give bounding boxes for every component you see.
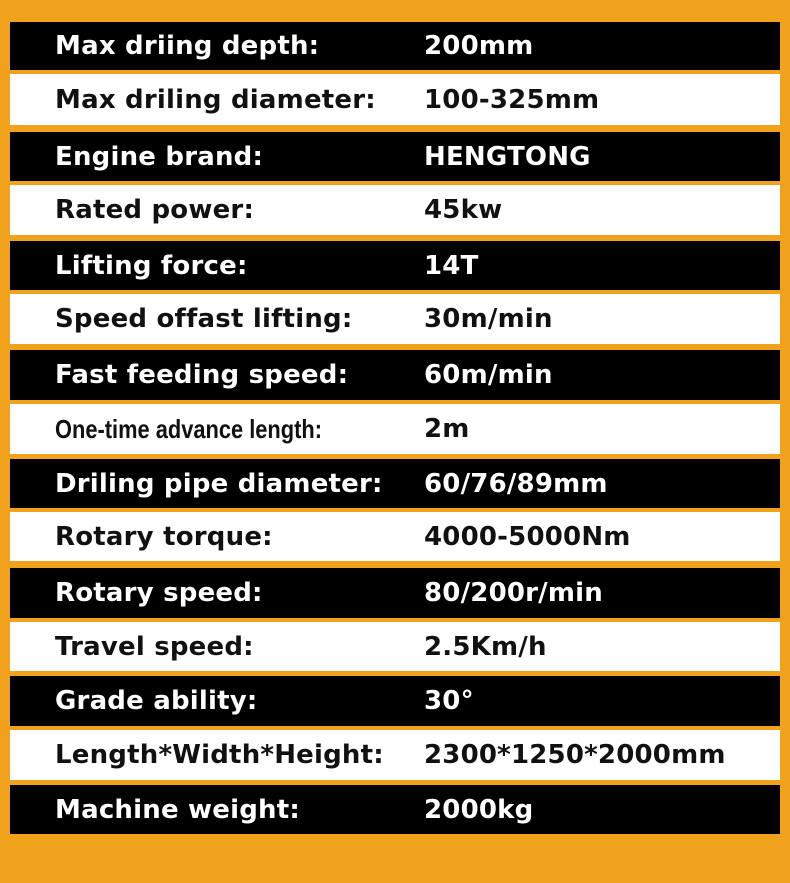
spec-row-speed-of-fast-lifting: [10, 294, 780, 344]
spec-row-one-time-advance-length: [10, 404, 780, 454]
spec-label: Lifting force:: [55, 250, 248, 281]
spec-label: Driling pipe diameter:: [55, 468, 383, 499]
spec-label: Machine weight:: [55, 794, 300, 825]
spec-value: 2m: [424, 414, 470, 444]
spec-value: 100-325mm: [424, 84, 600, 115]
spec-label: One-time advance length:: [55, 413, 322, 444]
spec-value: 2.5Km/h: [424, 631, 547, 662]
spec-value: 80/200r/min: [424, 578, 603, 608]
spec-row-fast-feeding-speed: [10, 350, 780, 400]
spec-value: 30m/min: [424, 304, 553, 334]
spec-row-travel-speed: [10, 622, 780, 671]
spec-label: Rotary torque:: [55, 521, 273, 552]
spec-value: HENGTONG: [424, 141, 591, 172]
spec-value: 60/76/89mm: [424, 468, 608, 499]
spec-value: 200mm: [424, 31, 534, 61]
spec-value: 60m/min: [424, 360, 553, 390]
spec-row-max-drilling-diameter: [10, 74, 780, 125]
spec-row-rotary-speed: [10, 568, 780, 618]
spec-row-rotary-torque: [10, 512, 780, 561]
spec-label: Fast feeding speed:: [55, 360, 349, 390]
spec-label: Max driing depth:: [55, 31, 320, 61]
spec-label: Travel speed:: [55, 631, 254, 662]
spec-row-lifting-force: [10, 241, 780, 290]
spec-row-dimensions: [10, 730, 780, 780]
spec-label: Rotary speed:: [55, 578, 263, 608]
spec-value: 45kw: [424, 195, 503, 225]
spec-row-machine-weight: [10, 785, 780, 834]
spec-label: Engine brand:: [55, 141, 264, 172]
spec-value: 2000kg: [424, 794, 534, 825]
spec-row-rated-power: [10, 185, 780, 235]
spec-label: Rated power:: [55, 195, 255, 225]
spec-row-engine-brand: [10, 132, 780, 181]
spec-value: 4000-5000Nm: [424, 521, 631, 552]
spec-label: Max driling diameter:: [55, 84, 376, 115]
spec-value: 2300*1250*2000mm: [424, 740, 726, 770]
spec-row-drilling-pipe-diameter: [10, 459, 780, 508]
spec-value: 30°: [424, 686, 474, 716]
spec-row-grade-ability: [10, 676, 780, 726]
spec-label: Grade ability:: [55, 686, 258, 716]
spec-label: Speed offast lifting:: [55, 304, 353, 334]
spec-label: Length*Width*Height:: [55, 740, 384, 770]
spec-row-max-drilling-depth: [10, 22, 780, 70]
spec-value: 14T: [424, 250, 479, 281]
